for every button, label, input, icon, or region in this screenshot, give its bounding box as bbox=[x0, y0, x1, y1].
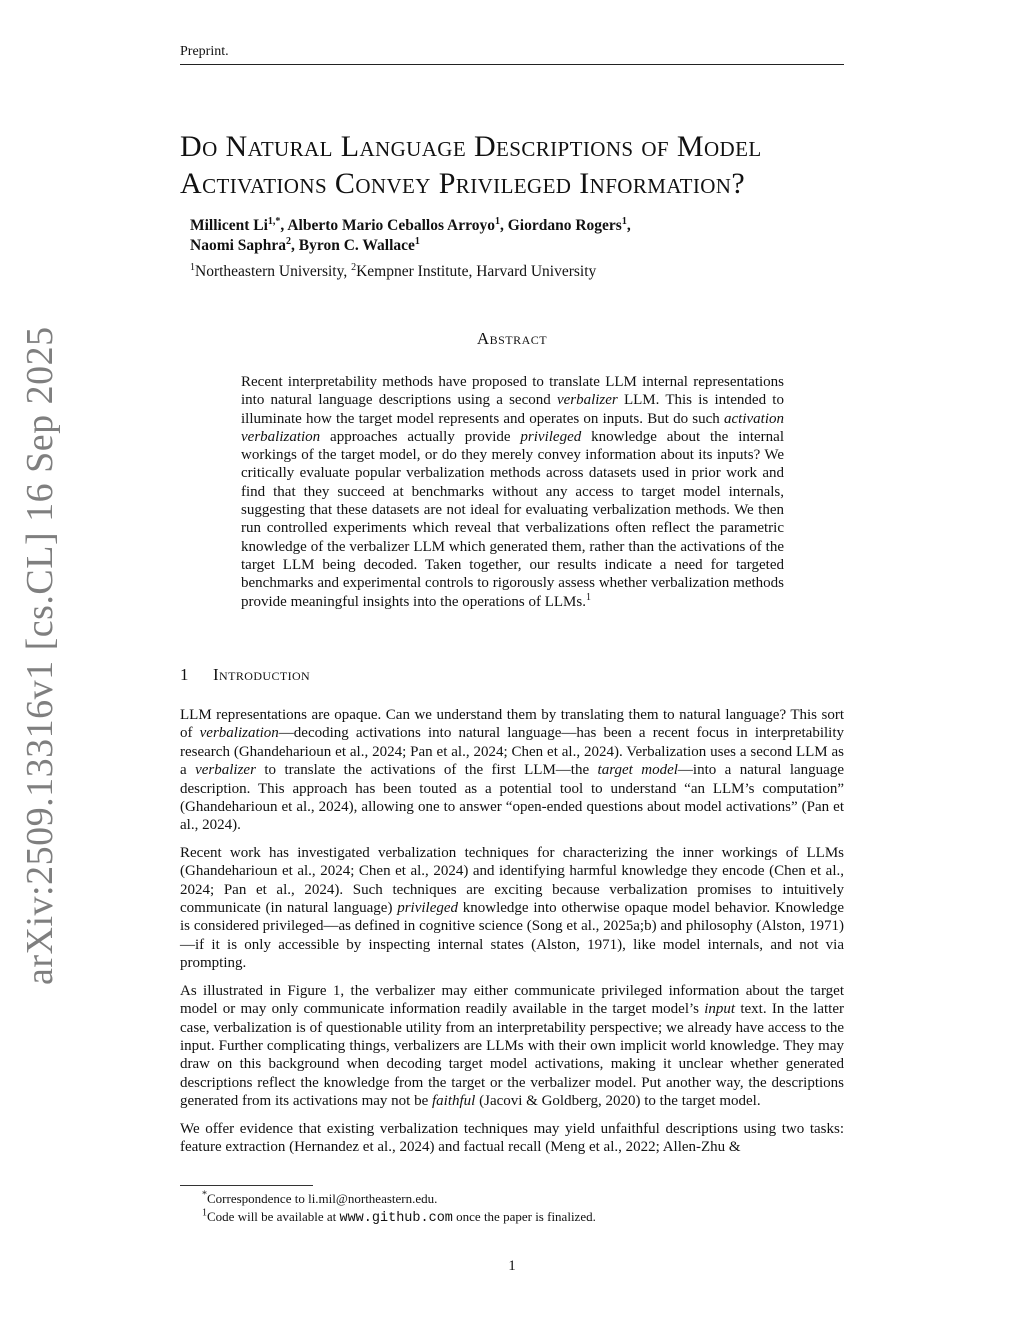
running-header: Preprint. bbox=[180, 44, 844, 65]
para-text: As illustrated in Figure 1, the verbalizer may either communicate privileged information about the target model or may only communicate information readily available in the target model’s bbox=[180, 982, 844, 1018]
para-emphasis: target model bbox=[597, 762, 678, 779]
abstract-text: approaches actually provide bbox=[320, 428, 521, 445]
para-emphasis: verbalizer bbox=[195, 762, 256, 779]
footnote-mark: 1 bbox=[202, 1207, 207, 1219]
author-sup: 1 bbox=[494, 215, 500, 227]
page-number: 1 bbox=[508, 1258, 516, 1274]
para-emphasis: input bbox=[704, 1001, 736, 1018]
abstract-text: LLM. This is intended to illuminate how the target model represents and operates on inputs. But do such bbox=[241, 392, 784, 427]
abstract-emphasis: verbalizer bbox=[556, 392, 618, 409]
para-text: to translate the activations of the first LLM—the bbox=[255, 762, 598, 779]
affiliations bbox=[190, 263, 840, 281]
author-sup: 1 bbox=[621, 215, 627, 227]
affil-name: Kempner Institute, Harvard University bbox=[356, 263, 597, 280]
author-name: Giordano Rogers bbox=[507, 217, 622, 234]
author-list: Millicent $Li^{1,*}$, Alberto Mario Ceballos Arroyo$^1$, Giordano Rogers$^1$, Naomi Saphra$^2$, Byron C. Wallace$^1$ bbox=[190, 215, 631, 254]
footnote-text: once the paper is finalized. bbox=[452, 1209, 596, 1224]
author-sup: 1,* bbox=[267, 215, 281, 227]
footnote-text: Code will be available at bbox=[207, 1209, 340, 1224]
abstract-body bbox=[241, 373, 784, 611]
author-name: Naomi Saphra bbox=[190, 237, 287, 254]
para-text: —decoding activations into natural language—has been a recent focus in interpretability research (Ghandeharioun et al., 2024; Pan et al., 2024; Chen et al., 2024). Verbalization uses a second LLM as a bbox=[180, 725, 845, 779]
section-number: 1 bbox=[180, 665, 189, 684]
para-text: knowledge into otherwise opaque model behavior. Knowledge is considered privileged—as defined in cognitive science (Song et al., 2025a;b) and philosophy (Alston, 1971)—if it is only accessible by inspecting internal states (Alston, 1971), like model internals, and not via prompting. bbox=[180, 900, 845, 972]
abstract-emphasis: activation verbalization bbox=[241, 410, 784, 445]
affil-sup: 2 bbox=[351, 261, 357, 273]
arxiv-identifier: arXiv:2509.13316v1 [cs.CL] 16 Sep 2025 bbox=[19, 326, 61, 985]
abstract-heading: Abstract bbox=[476, 329, 548, 348]
abstract-text: knowledge about the internal workings of the target model, or do they merely convey information about its inputs? We critically evaluate popular verbalization methods across datasets used in prior work and find that they succeed at benchmarks without any access to target model internals, suggesting that these datasets are not ideal for evaluating verbalization methods. We then run controlled experiments which reveal that verbalizations often reflect the parametric knowledge of the verbalizer LLM which generated them, rather than the activations of the target LLM being decoded. Taken together, our results indicate a need for targeted benchmarks and experimental controls to rigorously assess whether verbalization methods provide meaningful insights into the operations of LLMs. bbox=[241, 428, 785, 610]
para-text: text. In the latter case, verbalization is of questionable utility from an interpretability perspective; we already have access to the input. Further complicating things, verbalizers are LLMs with their own implicit world knowledge. They may draw on this background when decoding target model activations, making it unclear whether generated descriptions reflect the knowledge from the target or the verbalizer model. Put another way, the descriptions generated from its activations may not be bbox=[180, 1001, 844, 1110]
paragraph bbox=[180, 844, 844, 973]
para-text: Recent work has investigated verbalization techniques for characterizing the inner workings of LLMs (Ghandeharioun et al., 2024; Chen et al., 2024) and identifying harmful knowledge they encode (Chen et al., 2024; Pan et al., 2024). Such techniques are exciting because verbalization promises to intuitively communicate (in natural language) bbox=[180, 844, 844, 917]
affil-name: Northeastern University, bbox=[195, 263, 352, 280]
author-name: Millicent Li bbox=[190, 217, 268, 234]
author-name: Byron C. Wallace bbox=[298, 237, 415, 254]
author-sup: 2 bbox=[286, 235, 292, 247]
abstract-emphasis: privileged bbox=[520, 428, 582, 445]
footnote bbox=[180, 1190, 844, 1208]
footnote-mark: * bbox=[202, 1189, 207, 1201]
section-heading bbox=[180, 665, 310, 685]
footnotes bbox=[180, 1190, 844, 1228]
introduction-body bbox=[180, 706, 844, 1156]
affil-sup: 1 bbox=[190, 261, 195, 273]
para-emphasis: faithful bbox=[432, 1093, 476, 1110]
title-line-1: Do Natural Language Descriptions of Model bbox=[180, 130, 762, 163]
para-emphasis: privileged bbox=[397, 900, 459, 917]
paragraph bbox=[180, 1120, 844, 1157]
footnote-mark: 1 bbox=[585, 591, 591, 603]
footnote-rule bbox=[180, 1185, 313, 1186]
footnote-text: Correspondence to li.mil@northeastern.edu. bbox=[207, 1191, 438, 1206]
para-text: LLM representations are opaque. Can we understand them by translating them to natural language? This sort of bbox=[180, 707, 844, 742]
title-line-2: Activations Convey Privileged Information? bbox=[180, 167, 746, 200]
para-text: —into a natural language description. This approach has been touted as a potential tool to understand “an LLM’s computation” (Ghandeharioun et al., 2024), allowing one to answer “open-ended questions about model activations” (Pan et al., 2024). bbox=[180, 762, 844, 834]
section-title: Introduction bbox=[213, 665, 311, 684]
paper-title bbox=[180, 128, 860, 202]
paragraph bbox=[180, 982, 844, 1111]
abstract-text: Recent interpretability methods have proposed to translate LLM internal representations into natural language descriptions using a second bbox=[241, 374, 784, 409]
author-name: Alberto Mario Ceballos Arroyo bbox=[287, 217, 495, 234]
para-text: We offer evidence that existing verbalization techniques may yield unfaithful descriptions using two tasks: feature extraction (Hernandez et al., 2024) and factual recall (Meng et al., 2022; Allen-Zhu & bbox=[180, 1120, 844, 1155]
author-sup: 1 bbox=[414, 235, 420, 247]
code-link[interactable]: www.github.com bbox=[339, 1211, 453, 1226]
footnote bbox=[180, 1208, 844, 1228]
para-text: (Jacovi & Goldberg, 2020) to the target model. bbox=[475, 1093, 761, 1110]
para-emphasis: verbalization bbox=[199, 725, 279, 742]
paragraph bbox=[180, 706, 844, 835]
